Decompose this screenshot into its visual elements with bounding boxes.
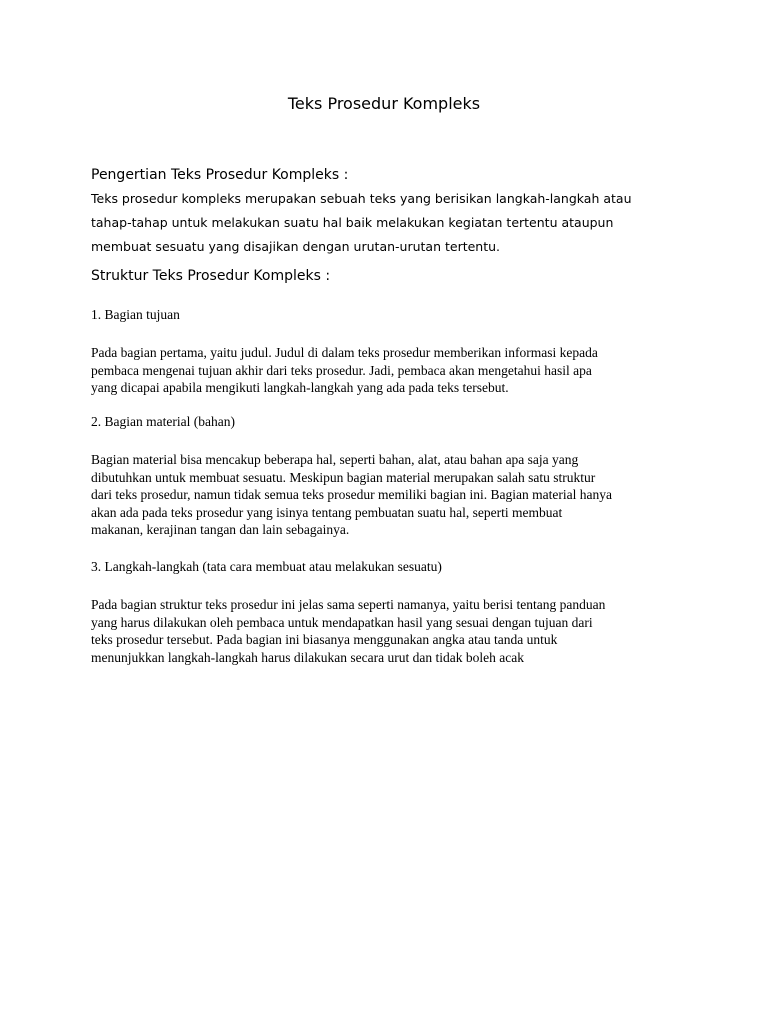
definition-heading: Pengertian Teks Prosedur Kompleks : (91, 167, 349, 183)
paragraph-line: Pada bagian struktur teks prosedur ini jelas sama seperti namanya, yaitu berisi tentang panduan (91, 597, 606, 612)
paragraph-line: akan ada pada teks prosedur yang isinya tentang pembuatan suatu hal, seperti membuat (91, 504, 563, 520)
structure-heading: Struktur Teks Prosedur Kompleks : (91, 268, 331, 284)
section-paragraph-material (91, 451, 691, 539)
section-paragraph-langkah (91, 596, 691, 666)
paragraph-line: teks prosedur tersebut. Pada bagian ini biasanya menggunakan angka atau tanda untuk (91, 632, 558, 647)
paragraph-line: dari teks prosedur, namun tidak semua teks prosedur memiliki bagian ini. Bagian material hanya (91, 487, 612, 502)
section-paragraph-tujuan (91, 344, 691, 397)
section-label-tujuan: 1. Bagian tujuan (91, 307, 180, 322)
definition-line: Teks prosedur kompleks merupakan sebuah teks yang berisikan langkah-langkah atau (91, 191, 632, 206)
definition-line: tahap-tahap untuk melakukan suatu hal baik melakukan kegiatan tertentu ataupun (91, 215, 614, 230)
paragraph-line: yang dicapai apabila mengikuti langkah-langkah yang ada pada teks tersebut. (91, 380, 509, 395)
section-label-material: 2. Bagian material (bahan) (91, 414, 235, 429)
definition-line: membuat sesuatu yang disajikan dengan urutan-urutan tertentu. (91, 239, 501, 254)
paragraph-line: dibutuhkan untuk membuat sesuatu. Meskipun bagian material merupakan salah satu struktur (91, 469, 596, 485)
paragraph-line: menunjukkan langkah-langkah harus dilakukan secara urut dan tidak boleh acak (91, 649, 524, 665)
paragraph-line: Bagian material bisa mencakup beberapa hal, seperti bahan, alat, atau bahan apa saja yang (91, 452, 579, 467)
definition-paragraph (91, 187, 691, 259)
section-label-langkah: 3. Langkah-langkah (tata cara membuat atau melakukan sesuatu) (91, 559, 442, 574)
paragraph-line: yang harus dilakukan oleh pembaca untuk mendapatkan hasil yang sesuai dengan tujuan dari (91, 614, 593, 630)
paragraph-line: pembaca mengenai tujuan akhir dari teks prosedur. Jadi, pembaca akan mengetahui hasil apa (91, 362, 592, 378)
document-title: Teks Prosedur Kompleks (287, 94, 481, 113)
paragraph-line: Pada bagian pertama, yaitu judul. Judul di dalam teks prosedur memberikan informasi kepada (91, 345, 598, 360)
paragraph-line: makanan, kerajinan tangan dan lain sebagainya. (91, 522, 350, 537)
